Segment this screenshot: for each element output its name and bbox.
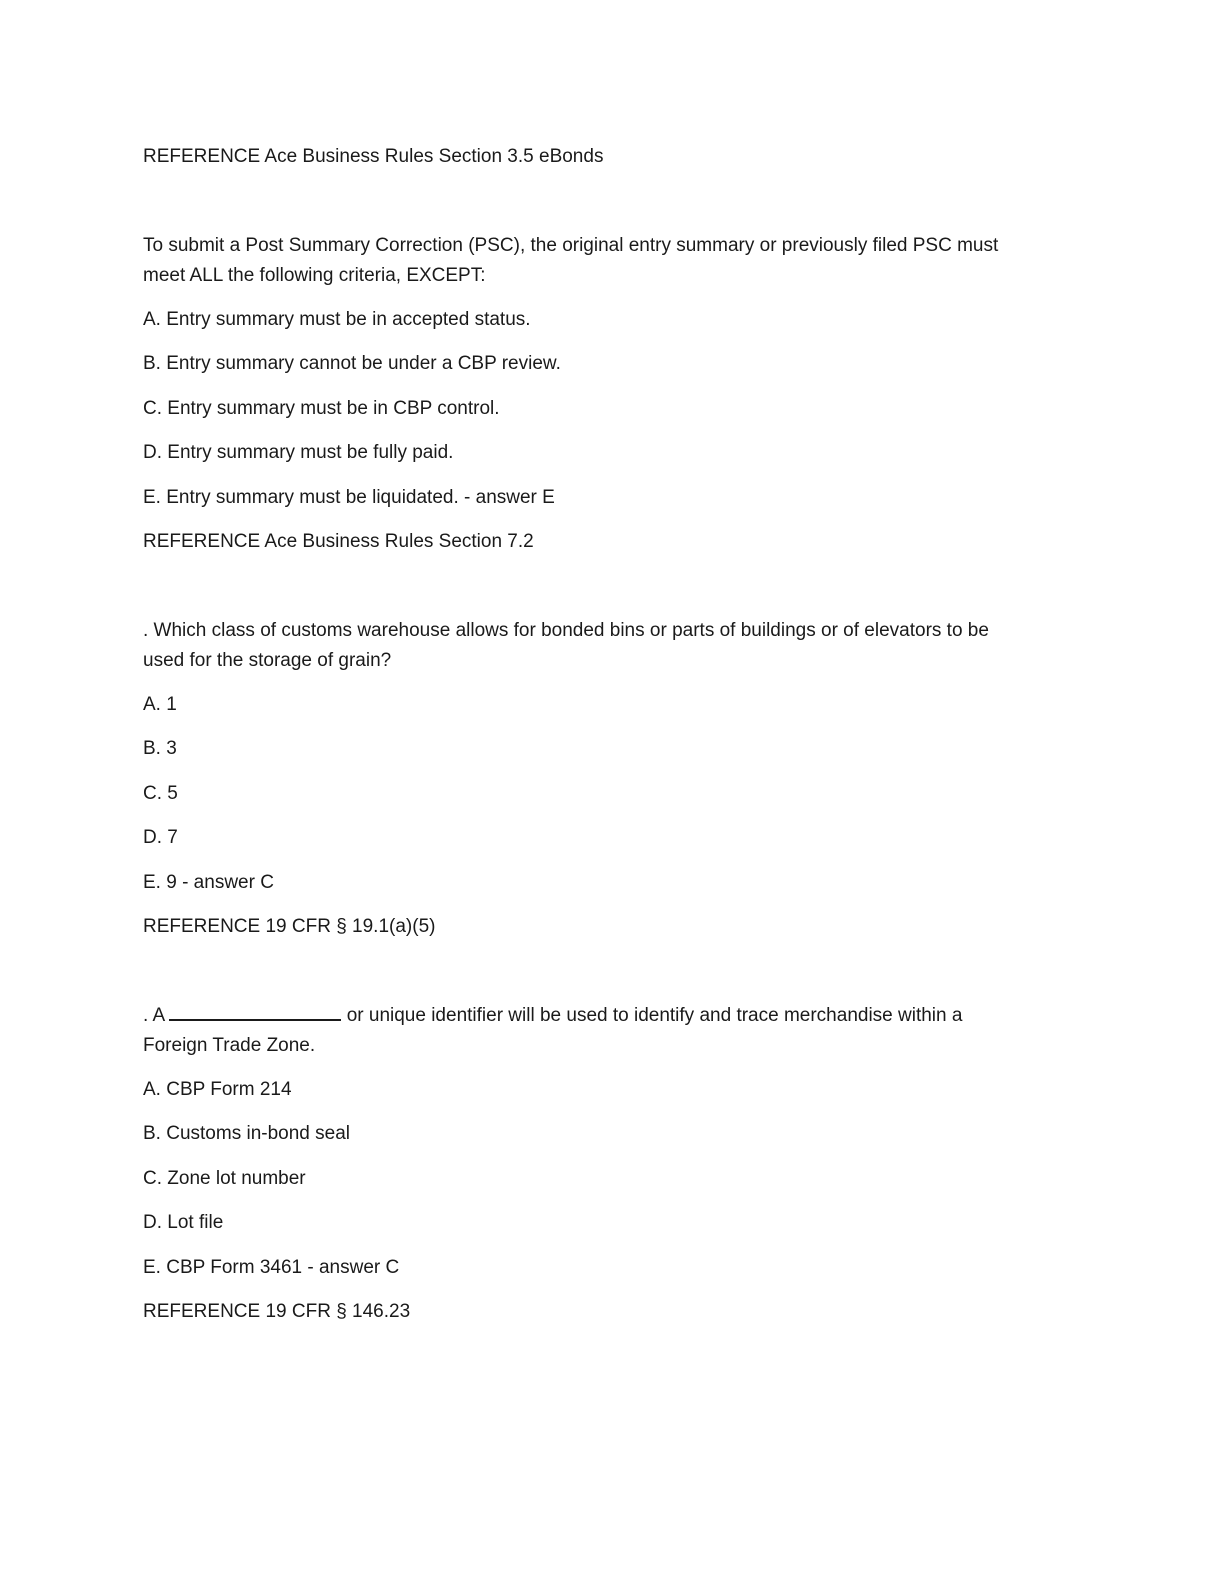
question-3-reference: REFERENCE 19 CFR § 146.23 [143, 1301, 411, 1322]
question-2-stem-line-2: used for the storage of grain? [143, 650, 392, 671]
question-1-option-c: C. Entry summary must be in CBP control. [143, 398, 500, 419]
question-3-stem-suffix: or unique identifier will be used to identify and trace merchandise within a [341, 1005, 963, 1026]
question-2-option-e: E. 9 - answer C [143, 872, 274, 893]
question-3-option-e: E. CBP Form 3461 - answer C [143, 1257, 400, 1278]
question-3-option-a: A. CBP Form 214 [143, 1079, 292, 1100]
question-1-stem-line-1: To submit a Post Summary Correction (PSC), the original entry summary or previously filed PSC must [143, 235, 999, 256]
question-1-option-a: A. Entry summary must be in accepted status. [143, 309, 531, 330]
question-1-reference: REFERENCE Ace Business Rules Section 7.2 [143, 531, 534, 552]
question-2-option-a: A. 1 [143, 694, 177, 715]
question-2-option-c: C. 5 [143, 783, 178, 804]
question-2-reference: REFERENCE 19 CFR § 19.1(a)(5) [143, 916, 436, 937]
question-1-option-e: E. Entry summary must be liquidated. - answer E [143, 487, 555, 508]
question-2-stem-line-1: . Which class of customs warehouse allows for bonded bins or parts of buildings or of elevators to be [143, 620, 989, 641]
question-1-option-b: B. Entry summary cannot be under a CBP review. [143, 353, 561, 374]
question-1-stem-line-2: meet ALL the following criteria, EXCEPT: [143, 265, 486, 286]
question-3-option-b: B. Customs in-bond seal [143, 1123, 350, 1144]
question-3-stem-line-1 [143, 1001, 962, 1030]
question-3-option-c: C. Zone lot number [143, 1168, 306, 1189]
question-2-option-d: D. 7 [143, 827, 178, 848]
fill-in-blank [169, 1001, 341, 1021]
question-2-option-b: B. 3 [143, 738, 177, 759]
question-3-stem-prefix: . A [143, 1005, 170, 1026]
question-3-stem-line-2: Foreign Trade Zone. [143, 1035, 316, 1056]
question-3-option-d: D. Lot file [143, 1212, 224, 1233]
question-1-option-d: D. Entry summary must be fully paid. [143, 442, 454, 463]
reference-heading-1: REFERENCE Ace Business Rules Section 3.5 eBonds [143, 146, 604, 167]
